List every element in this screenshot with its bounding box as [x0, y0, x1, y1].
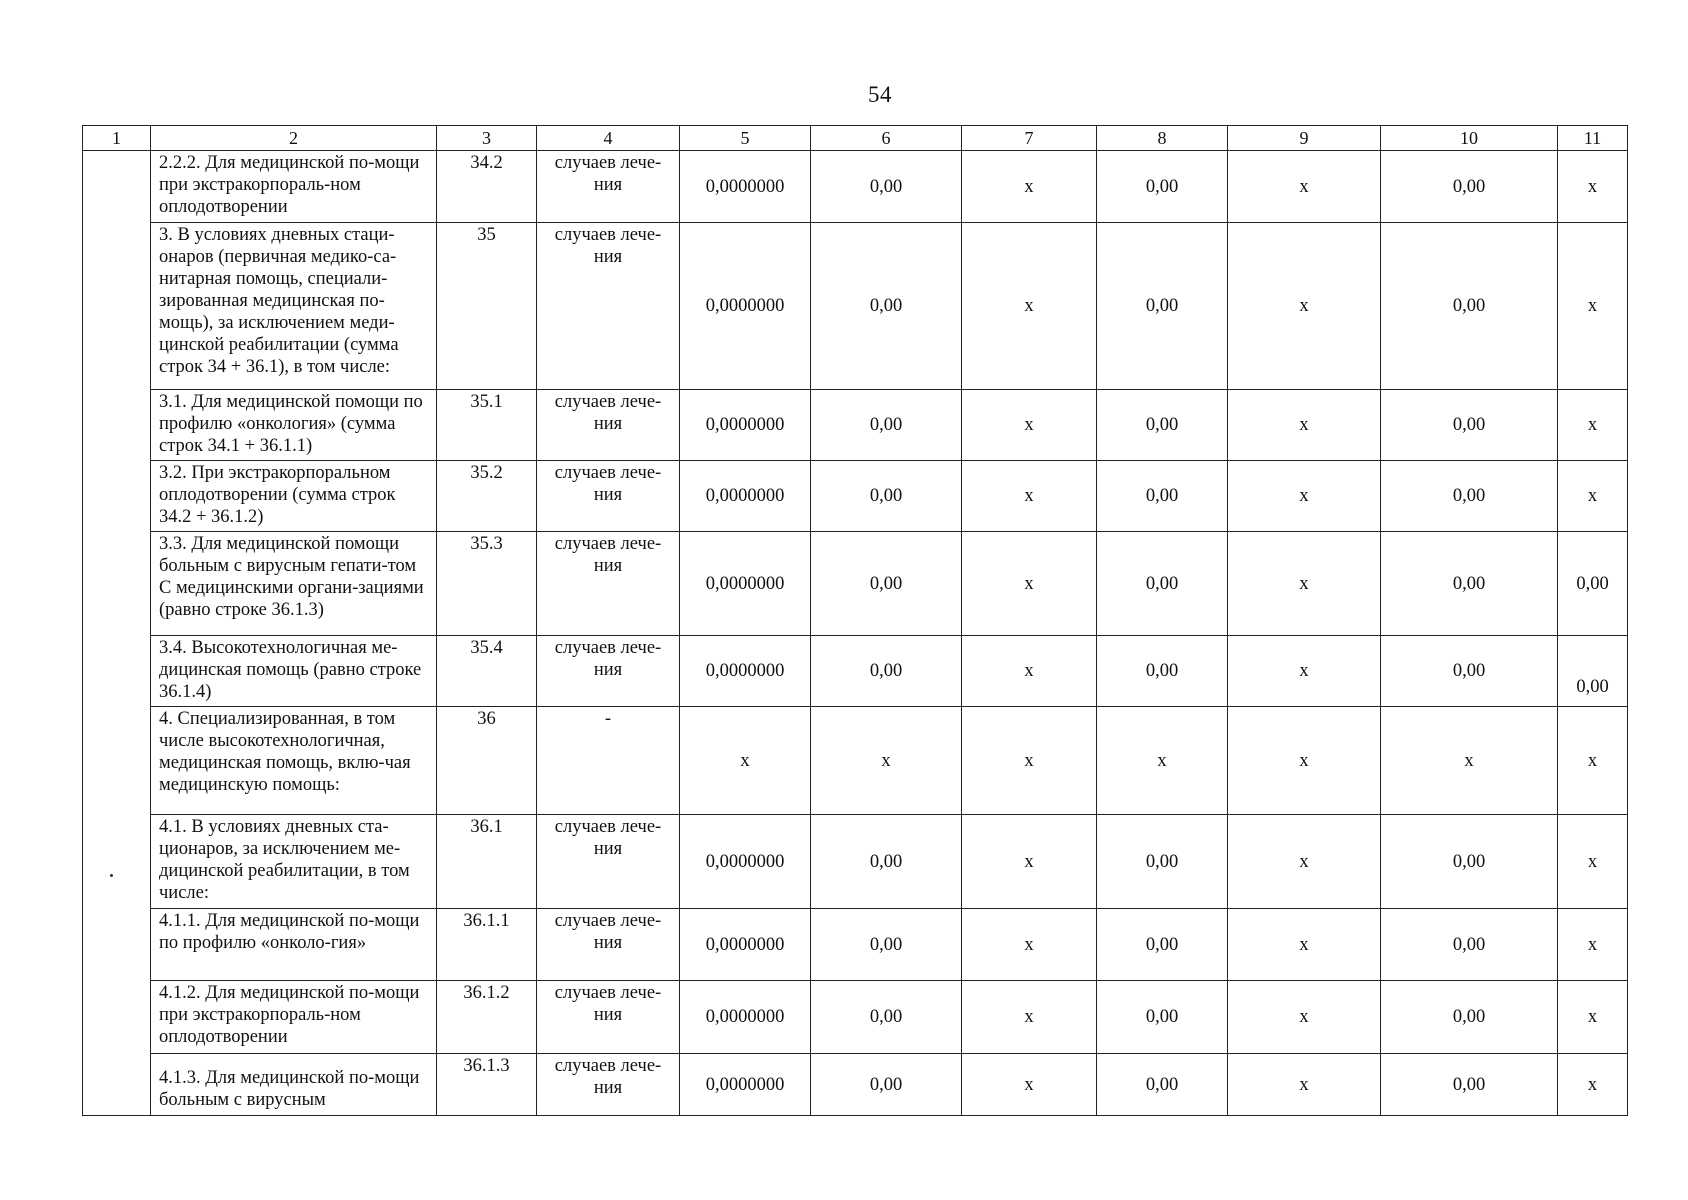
cell-col5: 0,0000000 [680, 815, 811, 909]
cell-col6: 0,00 [811, 390, 962, 461]
cell-col10: 0,00 [1381, 909, 1558, 981]
row-code: 36.1.3 [437, 1054, 537, 1116]
cell-col9: х [1228, 532, 1381, 636]
cell-col11: х [1558, 909, 1628, 981]
column-number: 6 [811, 126, 962, 151]
row-unit: случаев лече-ния [537, 151, 680, 223]
cell-col11: х [1558, 815, 1628, 909]
row-code: 35.4 [437, 636, 537, 707]
table-row [83, 1054, 1628, 1116]
cell-col11: х [1558, 1054, 1628, 1116]
page-number: 54 [868, 82, 892, 107]
cell-col5: 0,0000000 [680, 532, 811, 636]
cell-col9: х [1228, 707, 1381, 815]
cell-col5: 0,0000000 [680, 636, 811, 707]
row-name: 3.3. Для медицинской помощи больным с вирусным гепати-том С медицинскими органи-зациями (равно строке 36.1.3) [151, 532, 437, 636]
cell-col11: х [1558, 981, 1628, 1054]
cell-col8: 0,00 [1097, 223, 1228, 390]
cell-col8: 0,00 [1097, 1054, 1228, 1116]
row-code: 36.1 [437, 815, 537, 909]
row-name: 4. Специализированная, в том числе высокотехнологичная, медицинская помощь, вклю-чая медицинскую помощь: [151, 707, 437, 815]
cell-col5: 0,0000000 [680, 1054, 811, 1116]
cell-col5: 0,0000000 [680, 909, 811, 981]
cell-col11: х [1558, 461, 1628, 532]
row-unit: случаев лече-ния [537, 532, 680, 636]
row-name: 3.1. Для медицинской помощи по профилю «онкология» (сумма строк 34.1 + 36.1.1) [151, 390, 437, 461]
cell-col6: 0,00 [811, 223, 962, 390]
row-code: 35 [437, 223, 537, 390]
cell-col8: 0,00 [1097, 151, 1228, 223]
cell-col9: х [1228, 1054, 1381, 1116]
cell-col11: х [1558, 707, 1628, 815]
table-row [83, 909, 1628, 981]
cell-col7: х [962, 909, 1097, 981]
row-code: 36.1.1 [437, 909, 537, 981]
cell-col5: 0,0000000 [680, 461, 811, 532]
table-row [83, 390, 1628, 461]
column-number-row [83, 126, 1628, 151]
cell-col7: х [962, 461, 1097, 532]
cell-col11: х [1558, 390, 1628, 461]
column-number: 8 [1097, 126, 1228, 151]
row-name: 4.1. В условиях дневных ста-ционаров, за исключением ме-дицинской реабилитации, в том числе: [151, 815, 437, 909]
section-number-cell [83, 151, 151, 1116]
cell-col7: х [962, 390, 1097, 461]
cell-col7: х [962, 815, 1097, 909]
cell-col6: 0,00 [811, 909, 962, 981]
cell-col5: 0,0000000 [680, 151, 811, 223]
cell-col11: х [1558, 151, 1628, 223]
column-number: 2 [151, 126, 437, 151]
cell-col10: 0,00 [1381, 532, 1558, 636]
row-name: 4.1.3. Для медицинской по-мощи больным с вирусным [151, 1054, 437, 1116]
column-number: 11 [1558, 126, 1628, 151]
row-unit: случаев лече-ния [537, 636, 680, 707]
cell-col7: х [962, 532, 1097, 636]
cell-col6: 0,00 [811, 1054, 962, 1116]
cell-col6: 0,00 [811, 981, 962, 1054]
cell-col10: 0,00 [1381, 981, 1558, 1054]
row-unit: случаев лече-ния [537, 909, 680, 981]
column-number: 5 [680, 126, 811, 151]
cell-col8: 0,00 [1097, 390, 1228, 461]
cell-col10: 0,00 [1381, 390, 1558, 461]
cell-col7: х [962, 1054, 1097, 1116]
cell-col8: 0,00 [1097, 461, 1228, 532]
report-table [82, 125, 1628, 1116]
cell-col7: х [962, 636, 1097, 707]
cell-col11: 0,00 [1558, 532, 1628, 636]
column-number: 9 [1228, 126, 1381, 151]
column-number: 4 [537, 126, 680, 151]
cell-col5: 0,0000000 [680, 981, 811, 1054]
cell-col9: х [1228, 981, 1381, 1054]
row-code: 36 [437, 707, 537, 815]
cell-col7: х [962, 707, 1097, 815]
cell-col10: 0,00 [1381, 223, 1558, 390]
cell-col5: 0,0000000 [680, 223, 811, 390]
row-name: 3.2. При экстракорпоральном оплодотворении (сумма строк 34.2 + 36.1.2) [151, 461, 437, 532]
cell-col9: х [1228, 390, 1381, 461]
cell-col9: х [1228, 909, 1381, 981]
table-row [83, 707, 1628, 815]
cell-col6: 0,00 [811, 815, 962, 909]
cell-col8: 0,00 [1097, 532, 1228, 636]
row-code: 35.2 [437, 461, 537, 532]
cell-col7: х [962, 981, 1097, 1054]
cell-col6: 0,00 [811, 461, 962, 532]
cell-col8: 0,00 [1097, 815, 1228, 909]
cell-col10: 0,00 [1381, 461, 1558, 532]
cell-col6: 0,00 [811, 636, 962, 707]
row-code: 35.1 [437, 390, 537, 461]
row-name: 4.1.1. Для медицинской по-мощи по профилю «онколо-гия» [151, 909, 437, 981]
cell-col10: 0,00 [1381, 815, 1558, 909]
row-unit: случаев лече-ния [537, 981, 680, 1054]
cell-col7: х [962, 151, 1097, 223]
column-number: 7 [962, 126, 1097, 151]
cell-col6: 0,00 [811, 532, 962, 636]
cell-col9: х [1228, 461, 1381, 532]
table-row [83, 223, 1628, 390]
cell-col10: 0,00 [1381, 1054, 1558, 1116]
row-unit: случаев лече-ния [537, 390, 680, 461]
row-unit: случаев лече-ния [537, 223, 680, 390]
cell-col10: 0,00 [1381, 151, 1558, 223]
cell-col5: х [680, 707, 811, 815]
cell-col10: х [1381, 707, 1558, 815]
cell-col11: х [1558, 223, 1628, 390]
row-unit: - [537, 707, 680, 815]
row-unit: случаев лече-ния [537, 1054, 680, 1116]
row-name: 4.1.2. Для медицинской по-мощи при экстракорпораль-ном оплодотворении [151, 981, 437, 1054]
cell-col5: 0,0000000 [680, 390, 811, 461]
table-row [83, 981, 1628, 1054]
cell-col9: х [1228, 636, 1381, 707]
row-name: 2.2.2. Для медицинской по-мощи при экстракорпораль-ном оплодотворении [151, 151, 437, 223]
row-name: 3.4. Высокотехнологичная ме-дицинская помощь (равно строке 36.1.4) [151, 636, 437, 707]
row-code: 36.1.2 [437, 981, 537, 1054]
column-number: 3 [437, 126, 537, 151]
scan-dot [110, 874, 113, 877]
cell-col9: х [1228, 223, 1381, 390]
column-number: 1 [83, 126, 151, 151]
row-name: 3. В условиях дневных стаци-онаров (первичная медико-са-нитарная помощь, специали-зированная медицинская по-мощь), за исключением меди-цинской реабилитации (сумма строк 34 + 36.1), в том числе: [151, 223, 437, 390]
column-number: 10 [1381, 126, 1558, 151]
cell-col6: х [811, 707, 962, 815]
cell-col8: 0,00 [1097, 981, 1228, 1054]
row-code: 35.3 [437, 532, 537, 636]
cell-col7: х [962, 223, 1097, 390]
cell-col8: х [1097, 707, 1228, 815]
table-row [83, 151, 1628, 223]
cell-col8: 0,00 [1097, 909, 1228, 981]
cell-col9: х [1228, 151, 1381, 223]
cell-col6: 0,00 [811, 151, 962, 223]
table-row [83, 815, 1628, 909]
cell-col8: 0,00 [1097, 636, 1228, 707]
row-code: 34.2 [437, 151, 537, 223]
cell-col9: х [1228, 815, 1381, 909]
table-row [83, 461, 1628, 532]
cell-col11: 0,00 [1558, 636, 1628, 707]
row-unit: случаев лече-ния [537, 461, 680, 532]
row-unit: случаев лече-ния [537, 815, 680, 909]
table-row [83, 636, 1628, 707]
cell-col10: 0,00 [1381, 636, 1558, 707]
table-row [83, 532, 1628, 636]
